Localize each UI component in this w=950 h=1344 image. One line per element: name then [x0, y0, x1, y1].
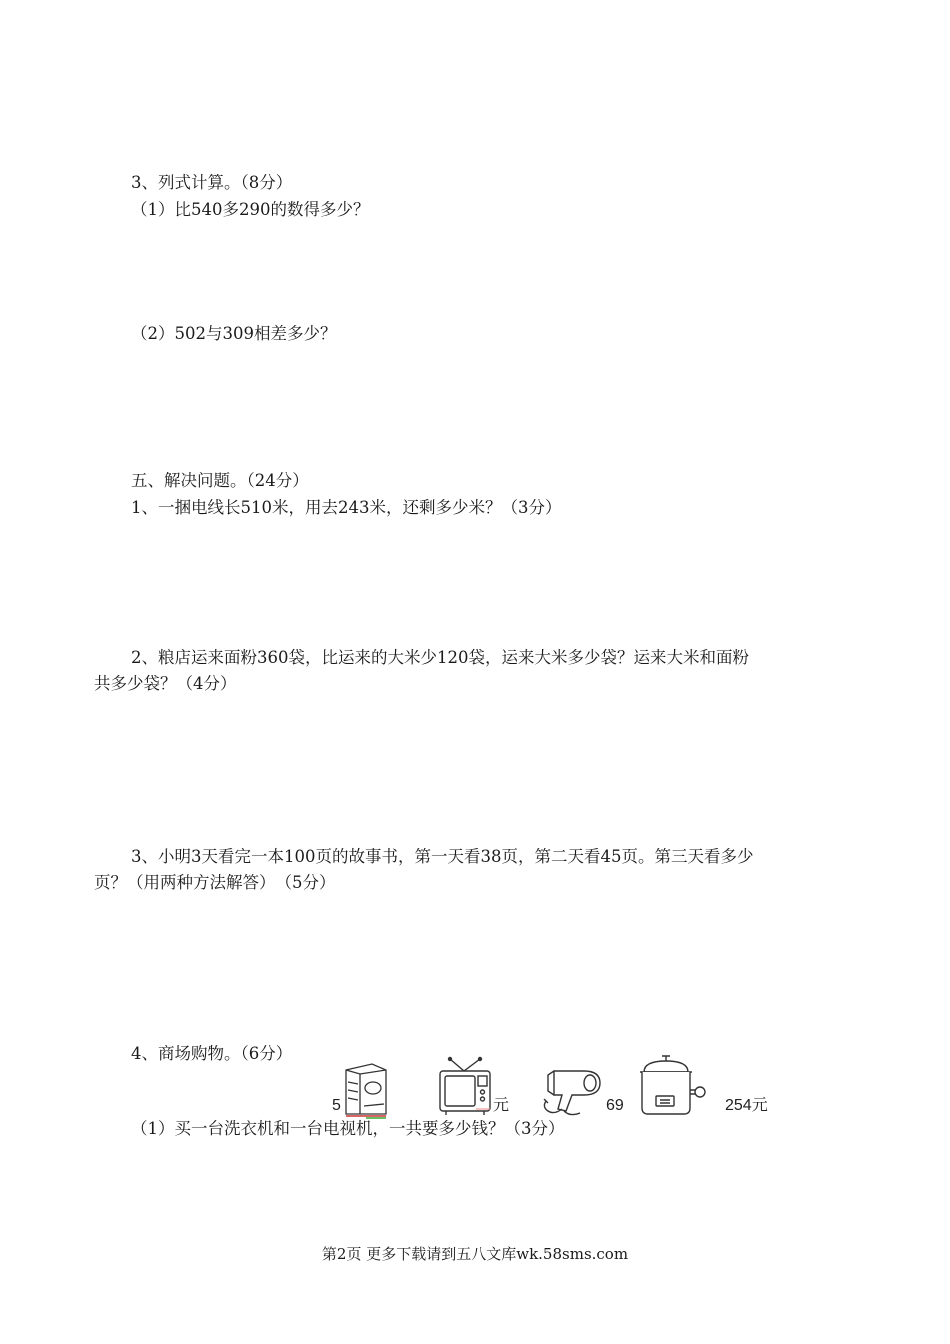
hair-dryer-icon	[540, 1065, 606, 1121]
television-price: 元	[493, 1097, 510, 1114]
rice-cooker-price: 254元	[725, 1097, 768, 1114]
washing-machine-icon	[340, 1060, 392, 1120]
section3-question-1: （1）比540多290的数得多少？	[131, 200, 370, 219]
section5-heading: 五、解决问题。（24分）	[131, 471, 309, 490]
problem-2-line-1: 2、粮店运来面粉360袋，比运来的大米少120袋，运来大米多少袋？运来大米和面粉	[131, 648, 749, 667]
section3-question-2: （2）502与309相差多少？	[131, 324, 337, 343]
problem-2-line-2: 共多少袋？（4分）	[94, 674, 237, 693]
problem-4-question-1: （1）买一台洗衣机和一台电视机，一共要多少钱？（3分）	[131, 1119, 565, 1138]
problem-4: 4、商场购物。（6分）	[131, 1044, 293, 1063]
problem-1: 1、一捆电线长510米，用去243米，还剩多少米？（3分）	[131, 498, 562, 517]
washing-machine-price: 5	[332, 1097, 341, 1114]
rice-cooker-icon	[636, 1052, 710, 1118]
television-icon	[436, 1055, 496, 1117]
page-footer: 第2页 更多下载请到五八文库wk.58sms.com	[321, 1245, 629, 1263]
problem-3-line-1: 3、小明3天看完一本100页的故事书，第一天看38页，第二天看45页。第三天看多少	[131, 847, 754, 866]
section3-heading: 3、列式计算。（8分）	[131, 173, 293, 192]
hair-dryer-price: 69	[606, 1097, 624, 1114]
problem-3-line-2: 页？（用两种方法解答） （5分）	[94, 873, 336, 892]
